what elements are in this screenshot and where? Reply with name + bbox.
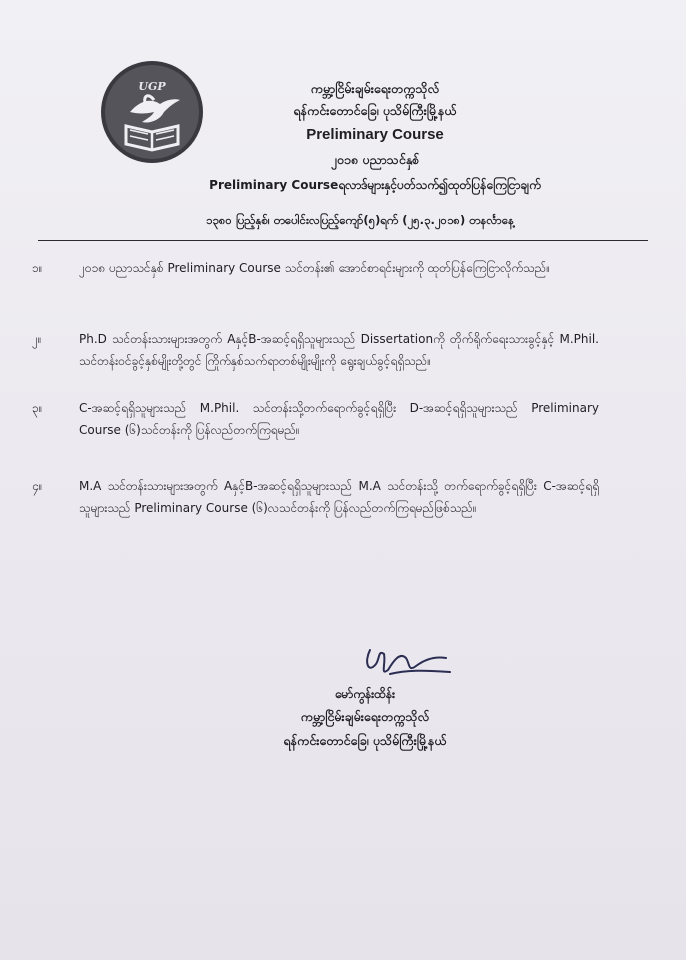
handwritten-signature [350, 640, 460, 686]
item-number: ၄။ [32, 479, 43, 493]
item-text: Ph.D သင်တန်းသားများအတွက် Aနှင့်B-အဆင့်ရရှိသူများသည် Dissertationကို တိုက်ရိုက်ရေးသားခွင့်နှင့် M.Phil. သင်တန်းဝင်ခွင့်နှစ်မျိုးတို့တွင် ကြိုက်နှစ်သက်ရာတစ်မျိုးမျိုးကို ရွေးချယ်ခွင့်ရရှိသည်။ [79, 332, 599, 368]
announcement-subject: Preliminary Courseရလာဒ်များနှင့်ပတ်သက်၍ထုတ်ပြန်ကြေငြာချက် [209, 178, 541, 192]
letterhead [160, 78, 590, 198]
svg-text:UGP: UGP [138, 80, 166, 93]
signatory-title: မော်ကွန်းထိန်း [334, 687, 396, 701]
signatory-organization: ကမ္ဘာ့ငြိမ်းချမ်းရေးတက္ကသိုလ် [300, 709, 430, 724]
signatory-address: ရန်ကင်းတောင်ခြေ၊ ပုသိမ်ကြီးမြို့နယ် [283, 733, 447, 748]
item-text: ၂၀၁၈ ပညာသင်နှစ် Preliminary Course သင်တန်း၏ အောင်စာရင်းများကို ထုတ်ပြန်ကြေငြာလိုက်သည်။ [79, 261, 550, 275]
university-name: ကမ္ဘာ့ငြိမ်းချမ်းရေးတက္ကသိုလ် [310, 81, 440, 96]
item-text: C-အဆင့်ရရှိသူများသည် M.Phil. သင်တန်းသို့တက်ရောက်ခွင့်ရရှိပြီး D-အဆင့်ရရှိသူများသည် Preliminary Course (၆)သင်တန်းကို ပြန်လည်တက်ကြရမည်။ [79, 401, 599, 437]
announcement-date: ၁၃၈၀ ပြည့်နှစ်၊ တပေါင်းလပြည့်ကျော်(၅)ရက် (၂၅.၃.၂၀၁၈) တနင်္လာနေ့ [205, 213, 515, 227]
header-divider [38, 240, 648, 241]
item-text: M.A သင်တန်းသားများအတွက် Aနှင့်B-အဆင့်ရရှိသူများသည် M.A သင်တန်းသို့ တက်ရောက်ခွင့်ရရှိပြီး C-အဆင့်ရရှိသူများသည် Preliminary Course (၆)လသင်တန်းကို ပြန်လည်တက်ကြရမည်ဖြစ်သည်။ [79, 479, 599, 515]
course-title: Preliminary Course [306, 126, 444, 143]
university-address: ရန်ကင်းတောင်ခြေ၊ ပုသိမ်ကြီးမြို့နယ် [293, 103, 457, 118]
academic-year: ၂၀၁၈ ပညာသင်နှစ် [330, 152, 420, 167]
item-number: ၂။ [32, 332, 42, 346]
item-number: ၁။ [32, 261, 43, 275]
signatory-block [250, 683, 480, 753]
item-number: ၃။ [32, 401, 43, 415]
